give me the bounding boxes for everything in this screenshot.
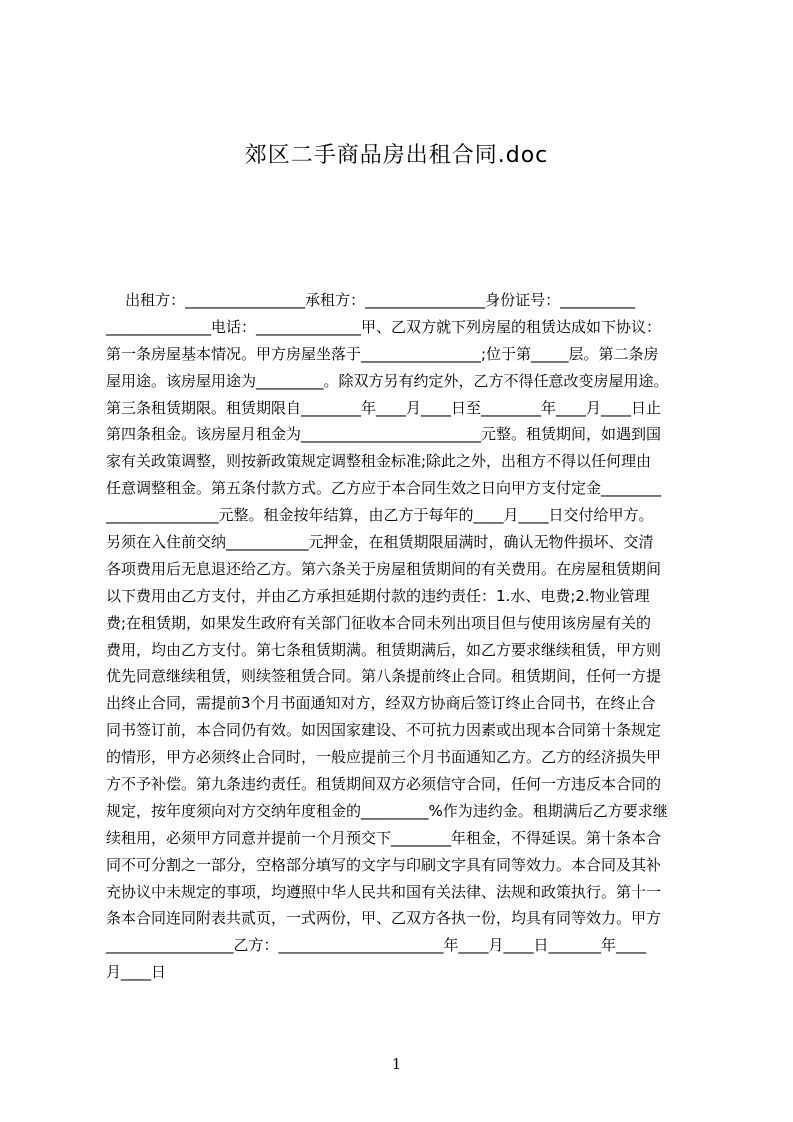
contract-line: 充协议中未规定的事项，均遵照中华人民共和国有关法律、法规和政策执行。第十一 xyxy=(106,882,662,901)
contract-line: 费用，均由乙方支付。第七条租赁期满。租赁期满后，如乙方要求继续租赁，甲方则 xyxy=(106,640,662,659)
contract-line: 第四条租金。该房屋月租金为________________________元整。租赁期间，如遇到国 xyxy=(106,425,662,444)
contract-line: 第三条租赁期限。租赁期限自________年____月____日至________年____月____日止 xyxy=(106,398,662,417)
contract-line: 出租方：________________承租方：________________身份证号：__________ xyxy=(106,291,636,309)
contract-line: 第一条房屋基本情况。甲方房屋坐落于________________;位于第_____层。第二条房 xyxy=(106,344,659,363)
contract-line: _________________乙方：______________________年____月____日_______年____ xyxy=(106,936,647,955)
contract-line: 出终止合同，需提前3个月书面通知对方，经双方协商后签订终止合同书，在终止合 xyxy=(106,694,656,713)
contract-line: ______________电话：______________甲、乙双方就下列房屋的租赁达成如下协议： xyxy=(106,317,662,336)
contract-line: 任意调整租金。第五条付款方式。乙方应于本合同生效之日向甲方支付定金________ xyxy=(106,479,662,498)
contract-line: 家有关政策调整，则按新政策规定调整租金标准;除此之外，出租方不得以任何理由 xyxy=(106,452,652,471)
contract-line: 规定，按年度须向对方交纳年度租金的_________%作为违约金。租期满后乙方要求继 xyxy=(106,801,668,820)
contract-line: _______________元整。租金按年结算，由乙方于每年的____月____日交付给甲方。 xyxy=(106,506,654,525)
contract-body xyxy=(106,287,699,986)
contract-line: 以下费用由乙方支付，并由乙方承担延期付款的违约责任：1.水、电费;2.物业管理 xyxy=(106,586,650,605)
contract-line: 同不可分割之一部分，空格部分填写的文字与印刷文字具有同等效力。本合同及其补 xyxy=(106,855,662,874)
contract-line: 条本合同连同附表共贰页，一式两份，甲、乙双方各执一份，均具有同等效力。甲方 xyxy=(106,909,662,928)
contract-line: 费;在租赁期，如果发生政府有关部门征收本合同未列出项目但与使用该房屋有关的 xyxy=(106,613,652,632)
contract-line: 方不予补偿。第九条违约责任。租赁期间双方必须信守合同，任何一方违反本合同的 xyxy=(106,775,662,794)
contract-line: 优先同意继续租赁，则续签租赁合同。第八条提前终止合同。租赁期间，任何一方提 xyxy=(106,667,662,686)
contract-line: 另须在入住前交纳___________元押金，在租赁期限届满时，确认无物件损坏、交清 xyxy=(106,533,654,552)
contract-line: 各项费用后无息退还给乙方。第六条关于房屋租赁期间的有关费用。在房屋租赁期间 xyxy=(106,559,662,578)
contract-line: 月____日 xyxy=(106,963,167,982)
contract-line: 屋用途。该房屋用途为_________。除双方另有约定外，乙方不得任意改变房屋用途。 xyxy=(106,371,669,390)
contract-line: 续租用，必须甲方同意并提前一个月预交下________年租金，不得延误。第十条本合 xyxy=(106,828,662,847)
document-title: 郊区二手商品房出租合同.doc xyxy=(244,143,549,168)
contract-line: 同书签订前，本合同仍有效。如因国家建设、不可抗力因素或出现本合同第十条规定 xyxy=(106,721,662,740)
contract-line: 的情形，甲方必须终止合同时，一般应提前三个月书面通知乙方。乙方的经济损失甲 xyxy=(106,748,662,767)
page-number: 1 xyxy=(391,1055,402,1073)
